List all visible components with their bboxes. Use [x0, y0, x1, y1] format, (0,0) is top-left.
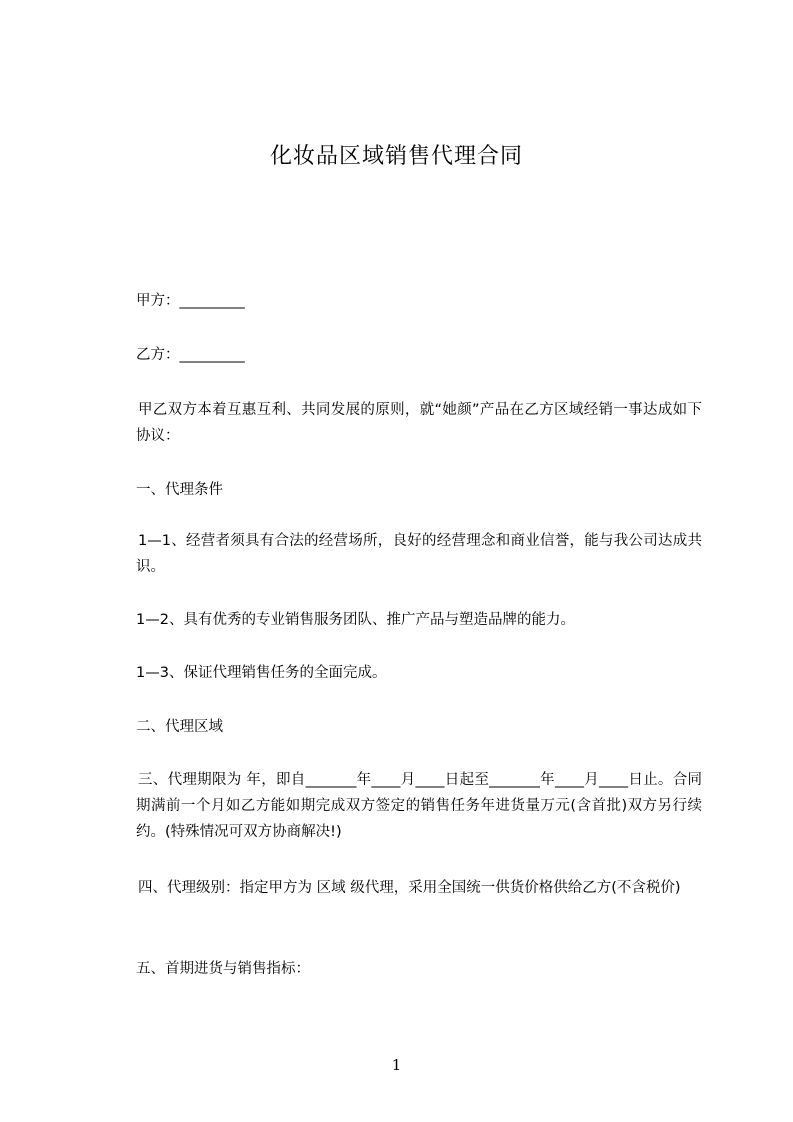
party-a-line: 甲方：_________	[136, 293, 245, 309]
section-4-paragraph: 四、代理级别：指定甲方为 区域 级代理，采用全国统一供货价格供给乙方(不含税价)	[138, 880, 681, 896]
section-3-paragraph: 三、代理期限为 年，即自_______年____月____日起至_______年____月____日止。合同期满前一个月如乙方能如期完成双方签定的销售任务年进货量万元(含首批)双方另行续约。(特殊情况可双方协商解决!)	[136, 772, 702, 840]
clause-1-1: 1—1、经营者须具有合法的经营场所，良好的经营理念和商业信誉，能与我公司达成共识。	[136, 533, 702, 575]
intro-paragraph: 甲乙双方本着互惠互利、共同发展的原则，就“她颜”产品在乙方区域经销一事达成如下协议：	[136, 402, 702, 444]
clause-1-3: 1—3、保证代理销售任务的全面完成。	[136, 665, 387, 681]
page-number: 1	[391, 1056, 402, 1074]
clause-1-2: 1—2、具有优秀的专业销售服务团队、推广产品与塑造品牌的能力。	[136, 612, 575, 628]
section-1-heading: 一、代理条件	[136, 482, 223, 498]
document-title: 化妆品区域销售代理合同	[269, 144, 523, 169]
section-5-heading: 五、首期进货与销售指标：	[136, 961, 310, 977]
section-2-heading: 二、代理区域	[136, 719, 223, 735]
party-b-line: 乙方：_________	[136, 347, 245, 363]
